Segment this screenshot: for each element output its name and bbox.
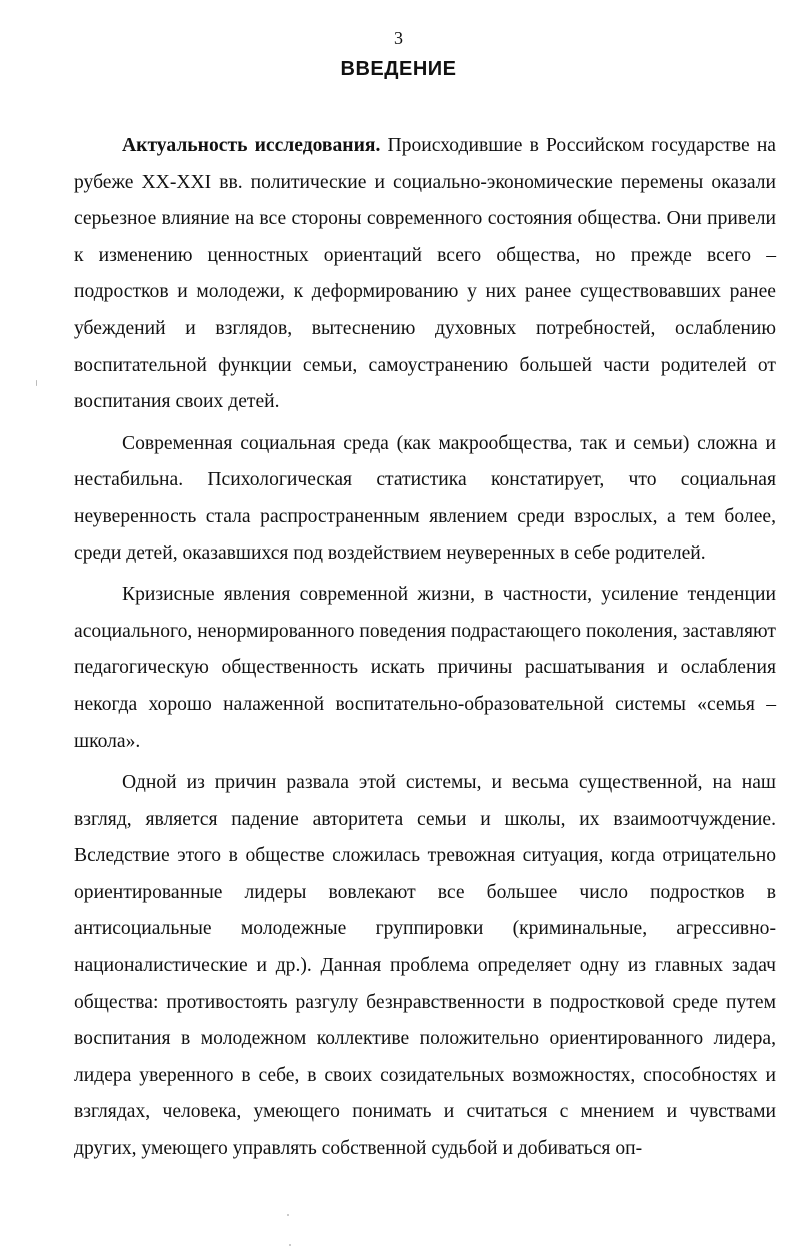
paragraph-text: Современная социальная среда (как макрообщества, так и семьи) сложна и нестабильна. Психологическая статистика констатирует, что социальная неуверенность стала распространенным явлением среди взрослых, а тем более, среди детей, оказавшихся под воздействием неуверенных в себе родителей. <box>74 432 776 564</box>
scan-speck <box>36 380 37 386</box>
paragraph-text: Кризисные явления современной жизни, в частности, усиление тенденции асоциального, ненормированного поведения подрастающего поколения, заставляют педагогическую общественность искать причины расшатывания и ослабления некогда хорошо налаженной воспитательно-образовательной системы «семья – школа». <box>74 584 776 752</box>
scan-speck <box>289 1244 291 1246</box>
section-title: ВВЕДЕНИЕ <box>340 58 457 80</box>
scan-speck <box>287 1214 289 1216</box>
body-text <box>74 128 776 1171</box>
paragraph-lead: Актуальность исследования. <box>122 135 381 156</box>
paragraph-relevance <box>74 128 776 421</box>
paragraph <box>74 577 776 760</box>
paragraph-text: Одной из причин развала этой системы, и весьма существенной, на наш взгляд, является падение авторитета семьи и школы, их взаимоотчуждение. Вследствие этого в обществе сложилась тревожная ситуация, когда отрицательно ориентированные лидеры вовлекают все большее число подростков в антисоциальные молодежные группировки (криминальные, агрессивно-националистические и др.). Данная проблема определяет одну из главных задач общества: противостоять разгулу безнравственности в подростковой среде путем воспитания в молодежном коллективе положительно ориентированного лидера, лидера уверенного в себе, в своих созидательных возможностях, способностях и взглядах, человека, умеющего понимать и считаться с мнением и чувствами других, умеющего управлять собственной судьбой и добиваться оп- <box>74 772 776 1160</box>
paragraph <box>74 426 776 572</box>
paragraph <box>74 765 776 1168</box>
page-number: 3 <box>394 28 403 48</box>
paragraph-text: Происходившие в Российском государстве на рубеже XX-XXI вв. политические и социально-экономические перемены оказали серьезное влияние на все стороны современного состояния общества. Они привели к изменению ценностных ориентаций всего общества, но прежде всего – подростков и молодежи, к деформированию у них ранее существовавших ранее убеждений и взглядов, вытеснению духовных потребностей, ослаблению воспитательной функции семьи, самоустранению большей части родителей от воспитания своих детей. <box>74 135 776 413</box>
